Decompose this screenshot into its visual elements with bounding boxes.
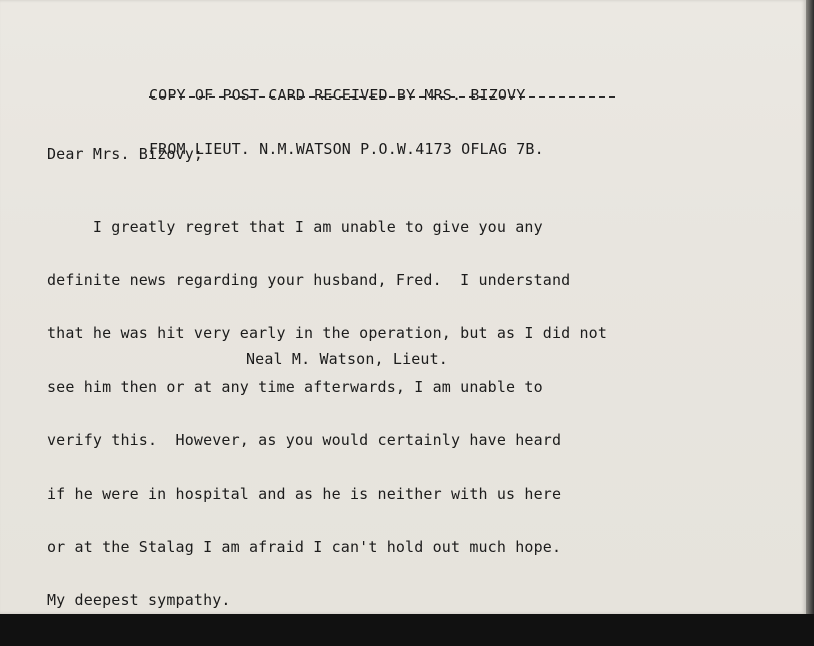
body-line: I greatly regret that I am unable to give you any bbox=[47, 217, 543, 236]
body-line: verify this. However, as you would certainly have heard bbox=[47, 431, 562, 450]
letter-body bbox=[47, 183, 607, 646]
body-line: that he was hit very early in the operation, but as I did not bbox=[47, 324, 608, 343]
body-line: see him then or at any time afterwards, I am unable to bbox=[47, 377, 543, 396]
header-line-2: FROM LIEUT. N.M.WATSON P.O.W.4173 OFLAG 7B. bbox=[149, 140, 544, 158]
body-line: definite news regarding your husband, Fred. I understand bbox=[47, 270, 571, 289]
salutation: Dear Mrs. Bizovy; bbox=[47, 145, 204, 163]
header-line-1: COPY OF POST CARD RECEIVED BY MRS. BIZOVY bbox=[149, 86, 526, 104]
body-line: or at the Stalag I am afraid I can't hold out much hope. bbox=[47, 537, 562, 556]
document-header bbox=[149, 50, 544, 194]
header-rule bbox=[149, 96, 615, 98]
signature: Neal M. Watson, Lieut. bbox=[246, 350, 448, 368]
page-edge-shadow bbox=[806, 0, 814, 614]
body-line: My deepest sympathy. bbox=[47, 591, 231, 610]
body-line: if he were in hospital and as he is neither with us here bbox=[47, 484, 562, 503]
